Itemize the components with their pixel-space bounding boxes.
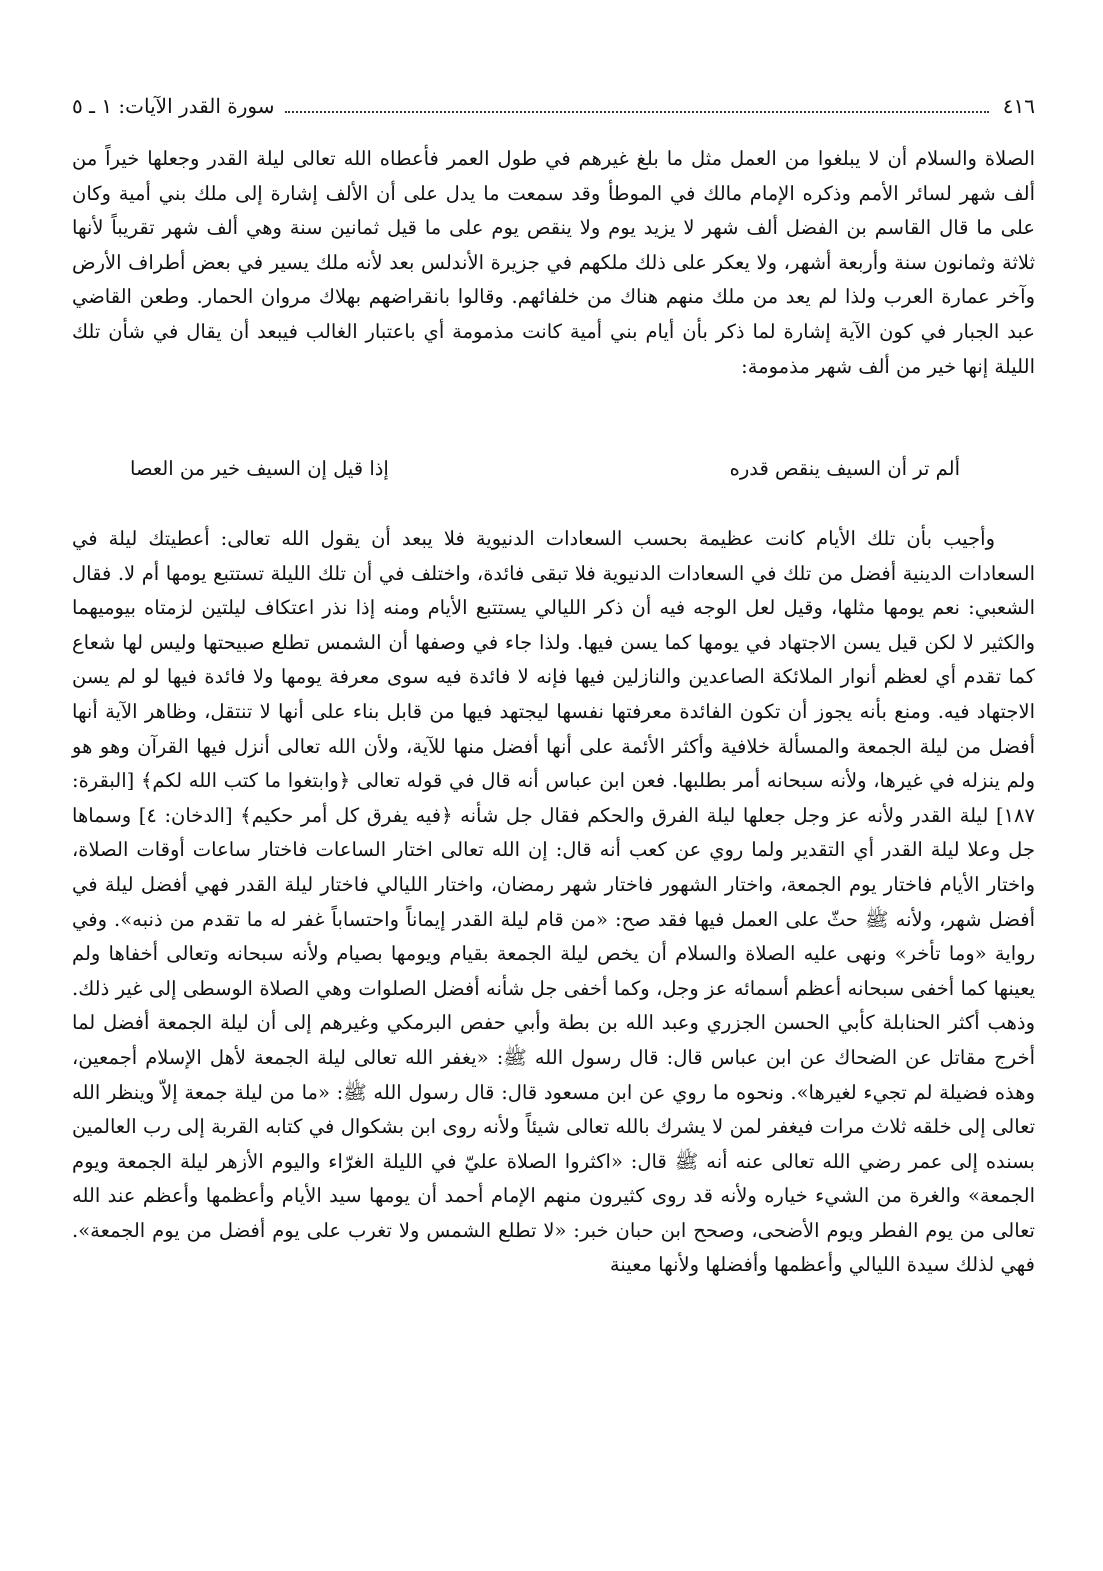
page-number: ٤١٦: [1002, 94, 1035, 118]
header-leader-dots: [285, 111, 989, 113]
body-paragraph-2: وأجيب بأن تلك الأيام كانت عظيمة بحسب السعادات الدنيوية فلا يبعد أن يقول الله تعالى: أعطيتك ليلة في السعادات الدينية أفضل من تلك في السعادات الدنيوية فلا تبقى فائدة، واختلف في أن تلك الليلة تستتبع يومها أم لا. فقال الشعبي: نعم يومها مثلها، وقيل لعل الوجه فيه أن ذكر الليالي يستتبع الأيام ومنه إذا نذر اعتكاف ليلتين لزمتاه بيوميهما والكثير لا لكن قيل يسن الاجتهاد في يومها كما يسن فيها. ولذا جاء في وصفها أن الشمس تطلع صبيحتها وليس لها شعاع كما تقدم أي لعظم أنوار الملائكة الصاعدين والنازلين فيها فإنه لا فائدة فيه سوى معرفة يومها ولا فائدة فيها لو لم يسن الاجتهاد فيه. ومنع بأنه يجوز أن تكون الفائدة معرفتها نفسها ليجتهد فيها من قابل بناء على أنها لا تنتقل، وظاهر الآية أنها أفضل من ليلة الجمعة والمسألة خلافية وأكثر الأئمة على أنها أفضل منها للآية، ولأن الله تعالى أنزل فيها القرآن وهو هو ولم ينزله في غيرها، ولأنه سبحانه أمر بطلبها. فعن ابن عباس أنه قال في قوله تعالى ﴿وابتغوا ما كتب الله لكم﴾ [البقرة: ١٨٧] ليلة القدر ولأنه عز وجل جعلها ليلة الفرق والحكم فقال جل شأنه ﴿فيه يفرق كل أمر حكيم﴾ [الدخان: ٤] وسماها جل وعلا ليلة القدر أي التقدير ولما روي عن كعب أنه قال: إن الله تعالى اختار الساعات فاختار ساعات أوقات الصلاة، واختار الأيام فاختار يوم الجمعة، واختار الشهور فاختار شهر رمضان، واختار الليالي فاختار ليلة القدر فهي أفضل ليلة في أفضل شهر، ولأنه ﷺ حثّ على العمل فيها فقد صح: «من قام ليلة القدر إيماناً واحتساباً غفر له ما تقدم من ذنبه». وفي رواية «وما تأخر» ونهى عليه الصلاة والسلام أن يخص ليلة الجمعة بقيام ويومها بصيام ولأنه سبحانه وتعالى أخفاها ولم يعينها كما أخفى سبحانه أعظم أسمائه عز وجل، وكما أخفى جل شأنه أفضل الصلوات وهي الصلاة الوسطى إلى غير ذلك. وذهب أكثر الحنابلة كأبي الحسن الجزري وعبد الله بن بطة وأبي حفص البرمكي وغيرهم إلى أن ليلة الجمعة أفضل لما أخرج مقاتل عن الضحاك عن ابن عباس قال: قال رسول الله ﷺ: «يغفر الله تعالى ليلة الجمعة لأهل الإسلام أجمعين، وهذه فضيلة لم تجيء لغيرها». ونحوه ما روي عن ابن مسعود قال: قال رسول الله ﷺ: «ما من ليلة جمعة إلاّ وينظر الله تعالى إلى خلقه ثلاث مرات فيغفر لمن لا يشرك بالله تعالى شيئاً ولأنه روى ابن بشكوال في كتابه القربة إلى رب العالمين بسنده إلى عمر رضي الله تعالى عنه أنه ﷺ قال: «اكثروا الصلاة عليّ في الليلة الغرّاء واليوم الأزهر ليلة الجمعة ويوم الجمعة» والغرة من الشيء خياره ولأنه قد روى كثيرون منهم الإمام أحمد أن يومها سيد الأيام وأعظمها وأعظم عند الله تعالى من يوم الفطر ويوم الأضحى، وصحح ابن حبان خبر: «لا تطلع الشمس ولا تغرب على يوم أفضل من يوم الجمعة». فهي لذلك سيدة الليالي وأعظمها وأفضلها ولأنها معينة: [72, 527, 1036, 1277]
running-title: سورة القدر الآيات: ١ ـ ٥: [72, 94, 275, 118]
verse-first-hemistich: ألم تر أن السيف ينقص قدره: [729, 456, 960, 480]
poetry-verse: [130, 448, 960, 488]
verse-second-hemistich: إذا قيل إن السيف خير من العصا: [130, 456, 389, 480]
body-paragraph-1: الصلاة والسلام أن لا يبلغوا من العمل مثل ما بلغ غيرهم في طول العمر فأعطاه الله تعالى ليلة القدر وجعلها خيراً من ألف شهر لسائر الأمم وذكره الإمام مالك في الموطأ وقد سمعت ما يدل على أن الألف إشارة إلى ملك بني أمية وكان على ما قال القاسم بن الفضل ألف شهر لا يزيد يوم ولا ينقص يوم على ما قيل ثمانين سنة وهي ألف شهر تقريباً لأنها ثلاثة وثمانون سنة وأربعة أشهر، ولا يعكر على ذلك ملكهم في جزيرة الأندلس بعد لأنه ملك يسير في بعض أطراف الأرض وآخر عمارة العرب ولذا لم يعد من ملك منهم هناك من خلفائهم. وقالوا بانقراضهم بهلاك مروان الحمار. وطعن القاضي عبد الجبار في كون الآية إشارة لما ذكر بأن أيام بني أمية كانت مذمومة أي باعتبار الغالب فيبعد أن يقال في شأن تلك الليلة إنها خير من ألف شهر مذمومة:: [72, 147, 1035, 378]
page-header: [72, 88, 1035, 124]
